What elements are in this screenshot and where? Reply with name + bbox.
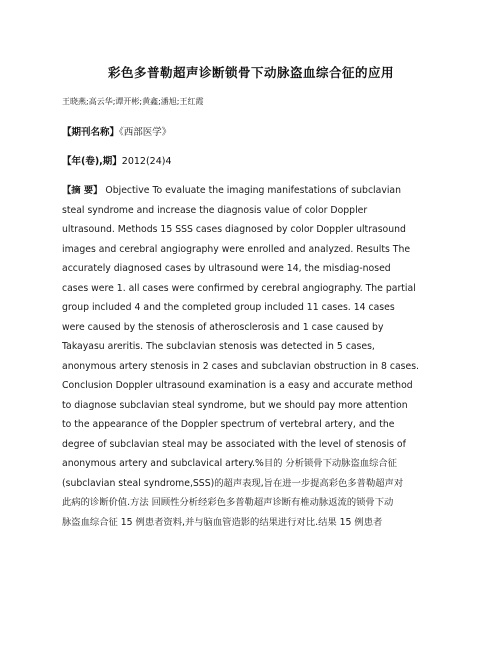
document-title: 彩色多普勒超声诊断锁骨下动脉盗血综合征的应用 bbox=[107, 65, 394, 80]
abstract-line: 此病的诊断价值.方法 回顾性分析经彩色多普勒超声诊断有椎动脉返流的锁骨下动 bbox=[62, 497, 394, 508]
year-value: 2012(24)4 bbox=[121, 156, 172, 167]
year-volume-issue-field bbox=[62, 153, 172, 167]
abstract-line: cases were 1. all cases were confirmed by cerebral angiography. The partial bbox=[62, 282, 416, 294]
abstract-line: to diagnose subclavian steal syndrome, but we should pay more attention bbox=[62, 399, 408, 411]
abstract-line: degree of subclavian steal may be associated with the level of stenosis of bbox=[62, 438, 406, 450]
abstract-line: 脉盗血综合征 15 例患者资料,并与脑血管造影的结果进行对比.结果 15 例患者 bbox=[62, 516, 383, 528]
abstract-line: were caused by the stenosis of atherosclerosis and 1 case caused by bbox=[62, 321, 384, 333]
abstract-line: to the appearance of the Doppler spectrum of vertebral artery, and the bbox=[62, 419, 395, 430]
abstract-label: 【摘 要】 bbox=[62, 185, 103, 196]
author-list: 王晓燕;高云华;谭开彬;黄鑫;潘旭;王红霞 bbox=[62, 97, 204, 106]
abstract-line: (subclavian steal syndrome,SSS)的超声表现,旨在进一步提高彩色多普勒超声对 bbox=[62, 477, 404, 489]
abstract-text: Objective To evaluate the imaging manifestations of subclavian bbox=[105, 185, 402, 196]
abstract-line: images and cerebral angiography were enrolled and analyzed. Results The bbox=[62, 243, 411, 255]
year-label: 【年(卷),期】 bbox=[62, 156, 122, 167]
abstract-block bbox=[62, 181, 448, 532]
journal-field bbox=[62, 124, 171, 138]
journal-value: 《西部医学》 bbox=[119, 127, 172, 138]
abstract-line: accurately diagnosed cases by ultrasound were 14, the misdiag-nosed bbox=[62, 263, 391, 274]
abstract-line: anonymous artery and subclavical artery.%目的 分析锁骨下动脉盗血综合征 bbox=[62, 458, 397, 469]
abstract-line: anonymous artery stenosis in 2 cases and subclavian obstruction in 8 cases. bbox=[62, 360, 419, 372]
abstract-line: ultrasound. Methods 15 SSS cases diagnosed by color Doppler ultrasound bbox=[62, 224, 406, 235]
abstract-line bbox=[62, 181, 448, 201]
abstract-line: Conclusion Doppler ultrasound examination is a easy and accurate method bbox=[62, 380, 413, 391]
abstract-line: group included 4 and the completed group included 11 cases. 14 cases bbox=[62, 302, 395, 313]
journal-label: 【期刊名称】 bbox=[62, 127, 120, 138]
abstract-line: steal syndrome and increase the diagnosis value of color Doppler bbox=[62, 204, 368, 216]
abstract-line: Takayasu areritis. The subclavian stenosis was detected in 5 cases, bbox=[62, 341, 375, 352]
